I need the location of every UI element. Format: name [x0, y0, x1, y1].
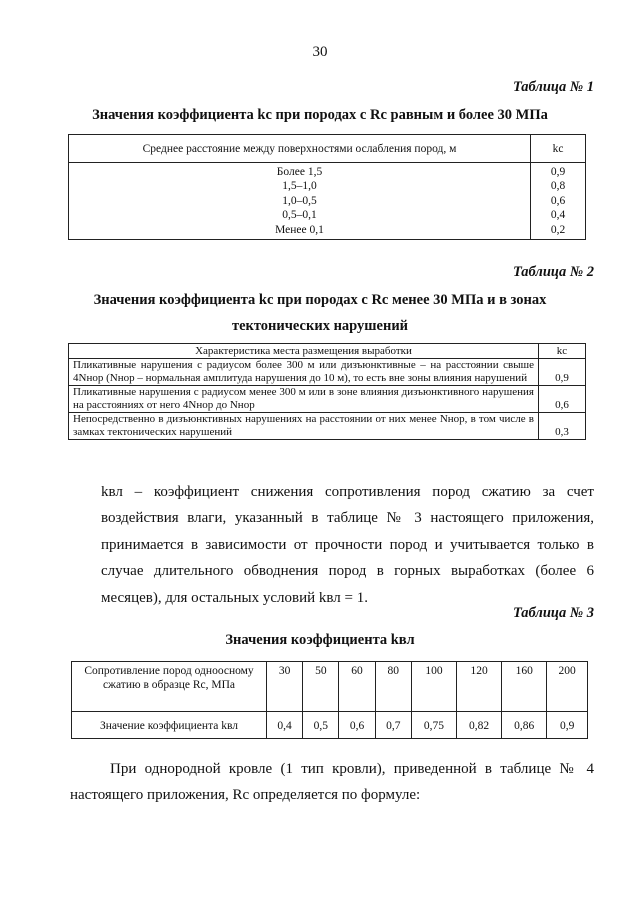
table3-title: Значения коэффициента kвл: [225, 632, 415, 648]
table1-k: 0,4: [550, 209, 566, 222]
table2-row-k: 0,6: [539, 386, 586, 413]
table3-coefficient: 0,82: [457, 712, 502, 739]
table1-range: 1,0–0,5: [282, 194, 317, 207]
table2-row-desc: Пликативные нарушения с радиусом менее 300 м или в зоне влияния дизъюнктивного нарушения на расстояниях от него 4Nнор до Nнор: [69, 386, 539, 413]
table2-title-line2: тектонических нарушений: [231, 318, 409, 334]
table3-strength: 50: [303, 662, 339, 712]
table3-strength: 100: [411, 662, 456, 712]
table2-row-desc: Непосредственно в дизъюнктивных нарушениях на расстоянии от них менее Nнор, в том числе в замках тектонических нарушений: [69, 413, 539, 440]
table2-row-desc: Пликативные нарушения с радиусом более 300 м или дизъюнктивные – на расстоянии свыше 4Nнор (Nнор – нормальная амплитуда нарушения до 10 м), то есть вне зоны влияния нарушений: [69, 359, 539, 386]
table3-strength: 200: [547, 662, 588, 712]
table3-strength: 160: [502, 662, 547, 712]
table3-coefficient: 0,9: [547, 712, 588, 739]
table3-strength: 60: [339, 662, 375, 712]
table2-col-header: Характеристика места размещения выработки: [69, 344, 539, 359]
table1-k-header: kc: [531, 135, 586, 163]
table3-caption: Таблица № 3: [512, 605, 594, 621]
table1: [68, 134, 586, 240]
table2-k-header: kc: [539, 344, 586, 359]
table3-coefficient: 0,4: [267, 712, 303, 739]
table3-coefficient: 0,75: [411, 712, 456, 739]
table3: [71, 661, 588, 739]
table1-k: 0,9: [550, 166, 566, 178]
table1-range-column: [69, 163, 531, 240]
table2-caption: Таблица № 2: [512, 264, 594, 280]
table3-coefficient: 0,7: [375, 712, 411, 739]
table1-range: 0,5–0,1: [282, 209, 317, 222]
table1-k: 0,6: [550, 194, 566, 207]
table1-caption: Таблица № 1: [512, 79, 594, 95]
table3-row2-label: Значение коэффициента kвл: [72, 712, 267, 739]
formula-intro-paragraph: При однородной кровле (1 тип кровли), приведенной в таблице № 4 настоящего приложения, Rc определяется по формуле:: [70, 761, 594, 804]
table1-range: Более 1,5: [276, 166, 323, 178]
kvl-definition-paragraph: kвл – коэффициент снижения сопротивления пород сжатию за счет воздействия влаги, указанный в таблице № 3 настоящего приложения, принимается в зависимости от прочности пород и учитывается только в случае длительного обводнения пород в горных выработках (более 6 месяцев), для остальных условий kвл = 1.: [101, 484, 594, 606]
table3-strength: 80: [375, 662, 411, 712]
table2-title-line1: Значения коэффициента kc при породах с Rc менее 30 МПа и в зонах: [93, 292, 547, 308]
table3-strength: 30: [267, 662, 303, 712]
table2-row-k: 0,9: [539, 359, 586, 386]
table1-title: Значения коэффициента kc при породах с Rc равным и более 30 МПа: [92, 107, 548, 123]
table1-k: 0,8: [550, 180, 566, 193]
table1-range: Менее 0,1: [275, 223, 324, 236]
table3-coefficient: 0,6: [339, 712, 375, 739]
table2: [68, 343, 586, 440]
table3-strength: 120: [457, 662, 502, 712]
table3-coefficient: 0,5: [303, 712, 339, 739]
table2-row-k: 0,3: [539, 413, 586, 440]
table1-k-column: [531, 163, 586, 240]
page-number: 30: [312, 44, 328, 60]
table1-range: 1,5–1,0: [282, 180, 317, 193]
table1-col-header: Среднее расстояние между поверхностями ослабления пород, м: [69, 135, 531, 163]
table1-k: 0,2: [550, 223, 566, 236]
table3-row1-label: Сопротивление пород одноосному сжатию в образце Rc, МПа: [72, 662, 267, 712]
table3-coefficient: 0,86: [502, 712, 547, 739]
